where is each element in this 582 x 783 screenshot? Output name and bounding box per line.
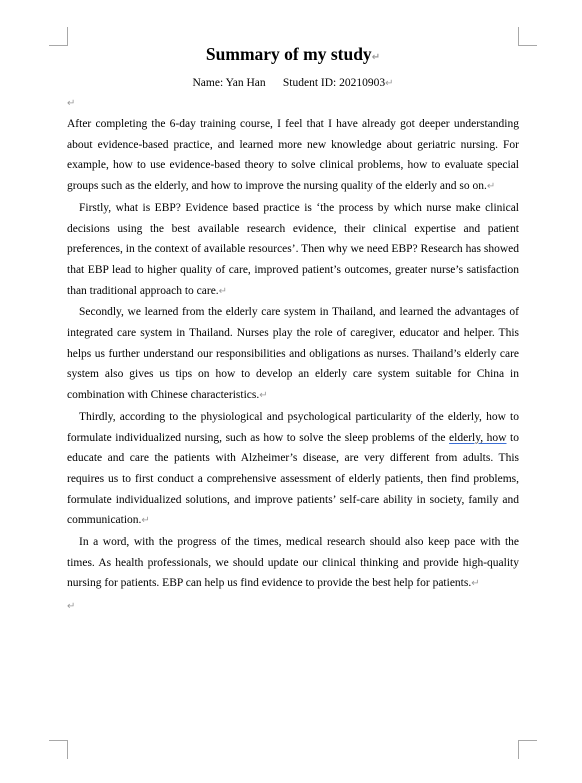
paragraph-text: Secondly, we learned from the elderly care system in Thailand, and learned the advantages of integrated care system in Thailand. Nurses play the role of caregiver, educator and helper. This helps us further understand our responsibilities and obligations as nurses. Thailand’s elderly care system also gives us tips on how to develop an elderly care system suitable for China in combination with Chinese characteristics. (67, 306, 519, 402)
paragraph-mark-icon: ↵ (471, 578, 480, 590)
paragraph-individualized-nursing (67, 407, 519, 532)
grammar-flagged-text[interactable]: elderly, how (449, 431, 507, 444)
paragraph-text: In a word, with the progress of the times, medical research should also keep pace with the times. As health professionals, we should update our clinical thinking and provide high-quality nursing for patients. EBP can help us find evidence to provide the best help for patients. (67, 536, 519, 590)
paragraph-mark-icon: ↵ (371, 52, 381, 63)
empty-paragraph (67, 94, 519, 114)
top-left-margin-mark (49, 27, 68, 46)
bottom-right-margin-mark (518, 740, 537, 759)
empty-paragraph (67, 597, 519, 617)
author-line (67, 75, 519, 92)
paragraph-mark-icon: ↵ (67, 601, 76, 613)
paragraph-mark-icon: ↵ (67, 98, 76, 109)
author-line-text: Name: Yan Han Student ID: 20210903 (192, 77, 386, 89)
paragraph-mark-icon: ↵ (141, 515, 150, 527)
paragraph-text: After completing the 6-day training course, I feel that I have already got deeper understanding about evidence-based practice, and learned more new knowledge about geriatric nursing. For example, how to use evidence-based theory to solve clinical problems, how to evaluate special groups such as the elderly, and how to improve the nursing quality of the elderly and so on. (67, 118, 519, 193)
paragraph-conclusion (67, 532, 519, 595)
title-text: Summary of my study (205, 44, 372, 64)
bottom-left-margin-mark (49, 740, 68, 759)
paragraph-mark-icon: ↵ (218, 285, 228, 297)
paragraph-mark-icon: ↵ (486, 181, 496, 193)
paragraph-mark-icon: ↵ (385, 78, 394, 89)
paragraph-ebp (67, 198, 519, 303)
document-title (67, 43, 519, 69)
paragraph-intro (67, 114, 519, 198)
paragraph-text-before: Thirdly, according to the physiological and psychological particularity of the elderly, how to formulate individualized nursing, such as how to solve the sleep problems of the (67, 410, 519, 444)
top-right-margin-mark (518, 27, 537, 46)
paragraph-thailand (67, 302, 519, 407)
document-body[interactable] (67, 43, 519, 617)
paragraph-text-after: to educate and care the patients with Alzheimer’s disease, are very different from adults. This requires us to first conduct a comprehensive assessment of elderly patients, then find problems, formulate individualized solutions, and improve patients’ self-care ability in society, family and communication. (67, 431, 519, 527)
paragraph-mark-icon: ↵ (259, 390, 268, 402)
paragraph-text: Firstly, what is EBP? Evidence based practice is ‘the process by which nurse make clinical decisions using the best available research evidence, their clinical expertise and patient preferences, in the context of available resources’. Then why we need EBP? Research has showed that EBP lead to higher quality of care, improved patient’s outcomes, greater nurse’s satisfaction than traditional approach to care. (67, 201, 519, 297)
